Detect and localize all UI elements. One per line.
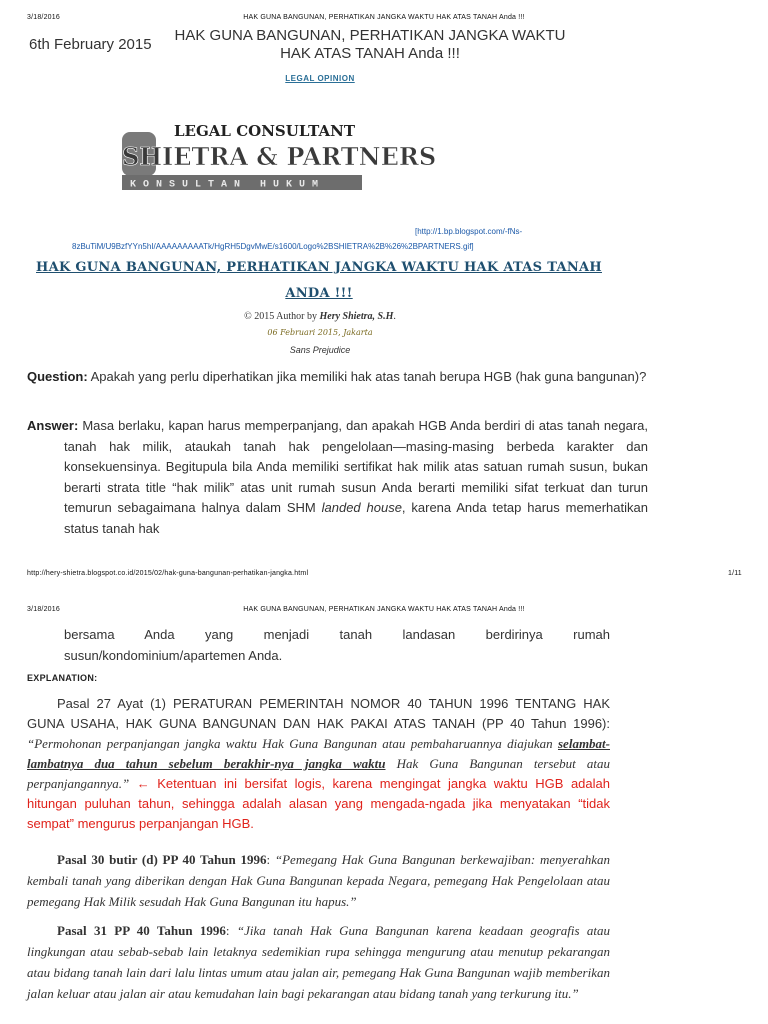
- print-date-page2: 3/18/2016: [27, 606, 60, 613]
- image-url-part1[interactable]: [http://1.bp.blogspot.com/-fNs-: [415, 227, 523, 236]
- author-name: Hery Shietra, S.H: [319, 311, 394, 322]
- answer-continued-line1: bersama Anda yang menjadi tanah landasan berdirinya rumah: [64, 627, 610, 642]
- date-place: 06 Februari 2015, Jakarta: [267, 328, 373, 337]
- post-date: 6th February 2015: [29, 36, 152, 53]
- explanation-note: ← Ketentuan ini bersifat logis, karena mengingat jangka waktu HGB adalah hitungan puluhan tahun, sehingga adalah alasan yang mengada-ngada jika menyatakan “tidak sempat” mengurus perpanjangan HGB.: [27, 776, 610, 831]
- print-title: HAK GUNA BANGUNAN, PERHATIKAN JANGKA WAKTU HAK ATAS TANAH Anda !!!: [243, 14, 525, 21]
- print-url: http://hery-shietra.blogspot.co.id/2015/02/hak-guna-bangunan-perhatikan-jangka.html: [27, 570, 309, 577]
- article-ref-30: Pasal 30 butir (d) PP 40 Tahun 1996: [57, 852, 267, 867]
- print-date: 3/18/2016: [27, 14, 60, 21]
- article-ref-31: Pasal 31 PP 40 Tahun 1996: [57, 923, 226, 938]
- logo-line2: SHIETRA & PARTNERS: [122, 142, 437, 171]
- sans-prejudice: Sans Prejudice: [289, 345, 351, 355]
- shietra-logo: [118, 118, 437, 198]
- print-title-page2: HAK GUNA BANGUNAN, PERHATIKAN JANGKA WAKTU HAK ATAS TANAH Anda !!!: [243, 606, 525, 613]
- deadline-emphasis: selambat-lambatnya dua tahun sebelum berakhir-nya jangka waktu: [27, 736, 610, 771]
- logo-line1: LEGAL CONSULTANT: [174, 122, 356, 140]
- answer-continued-line2: susun/kondominium/apartemen Anda.: [64, 648, 283, 663]
- answer-label: Answer:: [27, 418, 79, 433]
- article-title: HAK GUNA BANGUNAN, PERHATIKAN JANGKA WAKTU HAK ATAS TANAH ANDA !!!: [36, 260, 602, 301]
- explanation-heading: EXPLANATION:: [27, 673, 98, 683]
- question-label: Question:: [27, 369, 88, 384]
- question: Question: Apakah yang perlu diperhatikan jika memiliki hak atas tanah berupa HGB (hak guna bangunan)?: [27, 369, 647, 384]
- answer: Answer: Masa berlaku, kapan harus memperpanjang, dan apakah HGB Anda berdiri di atas tanah negara, tanah hak milik, ataukah tanah hak pengelolaan—masing-masing berbeda karakter dan konsekuensinya. Begitupula bila Anda memiliki sertifikat hak milik atas satuan rumah susun, bukan berarti strata title “hak milik” atas unit rumah susun Anda berarti memiliki sifat terkuat dan turun temurun sebagaimana halnya dalam SHM landed house, karena Anda tetap harus memerhatikan status tanah hak: [27, 418, 648, 536]
- explanation-paragraph-3: Pasal 31 PP 40 Tahun 1996: “Jika tanah Hak Guna Bangunan karena keadaan geografis atau lingkungan atau sebab-sebab lain letaknya sedemikian rupa sehingga mengurung atau menutup pekarangan atau bidang tanah lain dari lalu lintas umum atau jalan air, pemegang Hak Guna Bangunan wajib memberikan jalan keluar atau jalan air atau kemudahan lain bagi pekarangan atau bidang tanah yang terkurung itu.”: [27, 923, 610, 1001]
- image-url-part2[interactable]: 8zBuTiM/U9BzfYYn5hI/AAAAAAAAATk/HgRH5DgvMwE/s1600/Logo%2BSHIETRA%2B%26%2BPARTNERS.gif]: [72, 242, 474, 251]
- explanation-paragraph-1: Pasal 27 Ayat (1) PERATURAN PEMERINTAH NOMOR 40 TAHUN 1996 TENTANG HAK GUNA USAHA, HAK GUNA BANGUNAN DAN HAK PAKAI ATAS TANAH (PP 40 Tahun 1996): “Permohonan perpanjangan jangka waktu Hak Guna Bangunan atau pembaharuannya diajukan selambat-lambatnya dua tahun sebelum berakhir-nya jangka waktu Hak Guna Bangunan tersebut atau perpanjangannya.” ← Ketentuan ini bersifat logis, karena mengingat jangka waktu HGB adalah hitungan puluhan tahun, sehingga adalah alasan yang mengada-ngada jika menyatakan “tidak sempat” mengurus perpanjangan HGB.: [27, 696, 610, 831]
- post-title[interactable]: HAK GUNA BANGUNAN, PERHATIKAN JANGKA WAKTU HAK ATAS TANAH Anda !!!: [174, 27, 566, 62]
- category-link[interactable]: LEGAL OPINION: [285, 74, 355, 83]
- page-number: 1/11: [728, 570, 742, 577]
- byline: © 2015 Author by Hery Shietra, S.H.: [244, 311, 396, 322]
- logo-line3: KONSULTAN HUKUM: [130, 179, 326, 191]
- explanation-paragraph-2: Pasal 30 butir (d) PP 40 Tahun 1996: “Pemegang Hak Guna Bangunan berkewajiban: menyerahkan kembali tanah yang diberikan dengan Hak Guna Bangunan kepada Negara, pemegang Hak Pengelolaan atau pemegang Hak Milik sesudah Hak Guna Bangunan itu hapus.”: [27, 852, 610, 909]
